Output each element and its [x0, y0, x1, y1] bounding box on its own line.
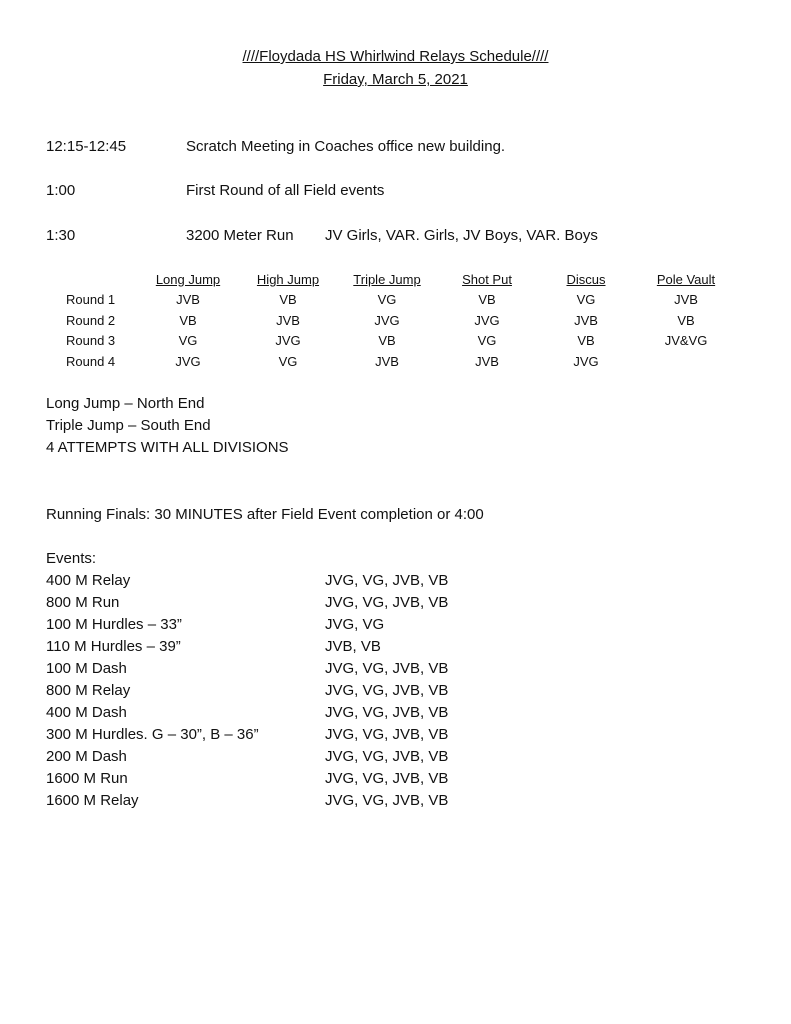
page-title: ////Floydada HS Whirlwind Relays Schedule////	[242, 48, 549, 65]
table-cell: JVG	[374, 313, 400, 328]
event-name: 100 M Dash	[46, 660, 127, 677]
event-divisions: JVG, VG	[325, 616, 385, 633]
event-divisions: JVB, VB	[325, 638, 381, 655]
events-heading: Events:	[46, 550, 97, 567]
table-cell: VG	[576, 292, 596, 307]
table-cell: JVB	[674, 292, 698, 307]
table-cell: VB	[577, 333, 595, 348]
schedule-time: 1:00	[46, 182, 76, 199]
event-name: 800 M Run	[46, 594, 120, 611]
page-date: Friday, March 5, 2021	[323, 71, 468, 88]
event-name: 400 M Dash	[46, 704, 127, 721]
event-divisions: JVG, VG, JVB, VB	[325, 792, 449, 809]
table-cell: JVB	[176, 292, 200, 307]
column-header-pole-vault: Pole Vault	[656, 272, 716, 287]
note-line: Long Jump – North End	[46, 395, 205, 412]
table-cell: JVB	[574, 313, 598, 328]
column-header-triple-jump: Triple Jump	[353, 272, 421, 287]
table-cell: JVB	[276, 313, 300, 328]
table-cell: JV&VG	[664, 333, 708, 348]
table-cell: JVG	[275, 333, 301, 348]
table-cell: VG	[178, 333, 198, 348]
event-divisions: JVG, VG, JVB, VB	[325, 594, 449, 611]
schedule-time: 12:15-12:45	[46, 138, 127, 155]
event-name: 300 M Hurdles. G – 30”, B – 36”	[46, 726, 259, 743]
table-cell: JVG	[573, 354, 599, 369]
table-cell: JVG	[474, 313, 500, 328]
schedule-description: First Round of all Field events	[186, 182, 385, 199]
table-cell: VB	[677, 313, 695, 328]
column-header-long-jump: Long Jump	[155, 272, 221, 287]
event-name: 1600 M Relay	[46, 792, 139, 809]
event-name: 110 M Hurdles – 39”	[46, 638, 181, 655]
event-name: 800 M Relay	[46, 682, 131, 699]
schedule-description: 3200 Meter Run	[186, 227, 294, 244]
table-cell: VB	[179, 313, 197, 328]
round-label: Round 1	[66, 292, 116, 307]
table-cell: JVB	[475, 354, 499, 369]
table-cell: JVG	[175, 354, 201, 369]
note-line: Triple Jump – South End	[46, 417, 211, 434]
table-cell: VG	[377, 292, 397, 307]
schedule-detail: JV Girls, VAR. Girls, JV Boys, VAR. Boys	[325, 227, 598, 244]
schedule-description: Scratch Meeting in Coaches office new building.	[186, 138, 506, 155]
column-header-shot-put: Shot Put	[462, 272, 512, 287]
schedule-time: 1:30	[46, 227, 76, 244]
event-divisions: JVG, VG, JVB, VB	[325, 660, 449, 677]
table-cell: VB	[478, 292, 496, 307]
event-name: 400 M Relay	[46, 572, 131, 589]
table-cell: VG	[477, 333, 497, 348]
round-label: Round 4	[66, 354, 116, 369]
round-label: Round 3	[66, 333, 116, 348]
event-divisions: JVG, VG, JVB, VB	[325, 704, 449, 721]
running-finals: Running Finals: 30 MINUTES after Field Event completion or 4:00	[46, 506, 484, 523]
column-header-discus: Discus	[566, 272, 606, 287]
event-name: 100 M Hurdles – 33”	[46, 616, 182, 633]
event-name: 1600 M Run	[46, 770, 128, 787]
event-divisions: JVG, VG, JVB, VB	[325, 726, 449, 743]
table-cell: VB	[279, 292, 297, 307]
table-cell: VB	[378, 333, 396, 348]
table-cell: VG	[278, 354, 298, 369]
event-divisions: JVG, VG, JVB, VB	[325, 770, 449, 787]
event-name: 200 M Dash	[46, 748, 127, 765]
note-line: 4 ATTEMPTS WITH ALL DIVISIONS	[46, 439, 289, 456]
event-divisions: JVG, VG, JVB, VB	[325, 572, 449, 589]
column-header-high-jump: High Jump	[256, 272, 320, 287]
round-label: Round 2	[66, 313, 116, 328]
event-divisions: JVG, VG, JVB, VB	[325, 682, 449, 699]
event-divisions: JVG, VG, JVB, VB	[325, 748, 449, 765]
table-cell: JVB	[375, 354, 399, 369]
